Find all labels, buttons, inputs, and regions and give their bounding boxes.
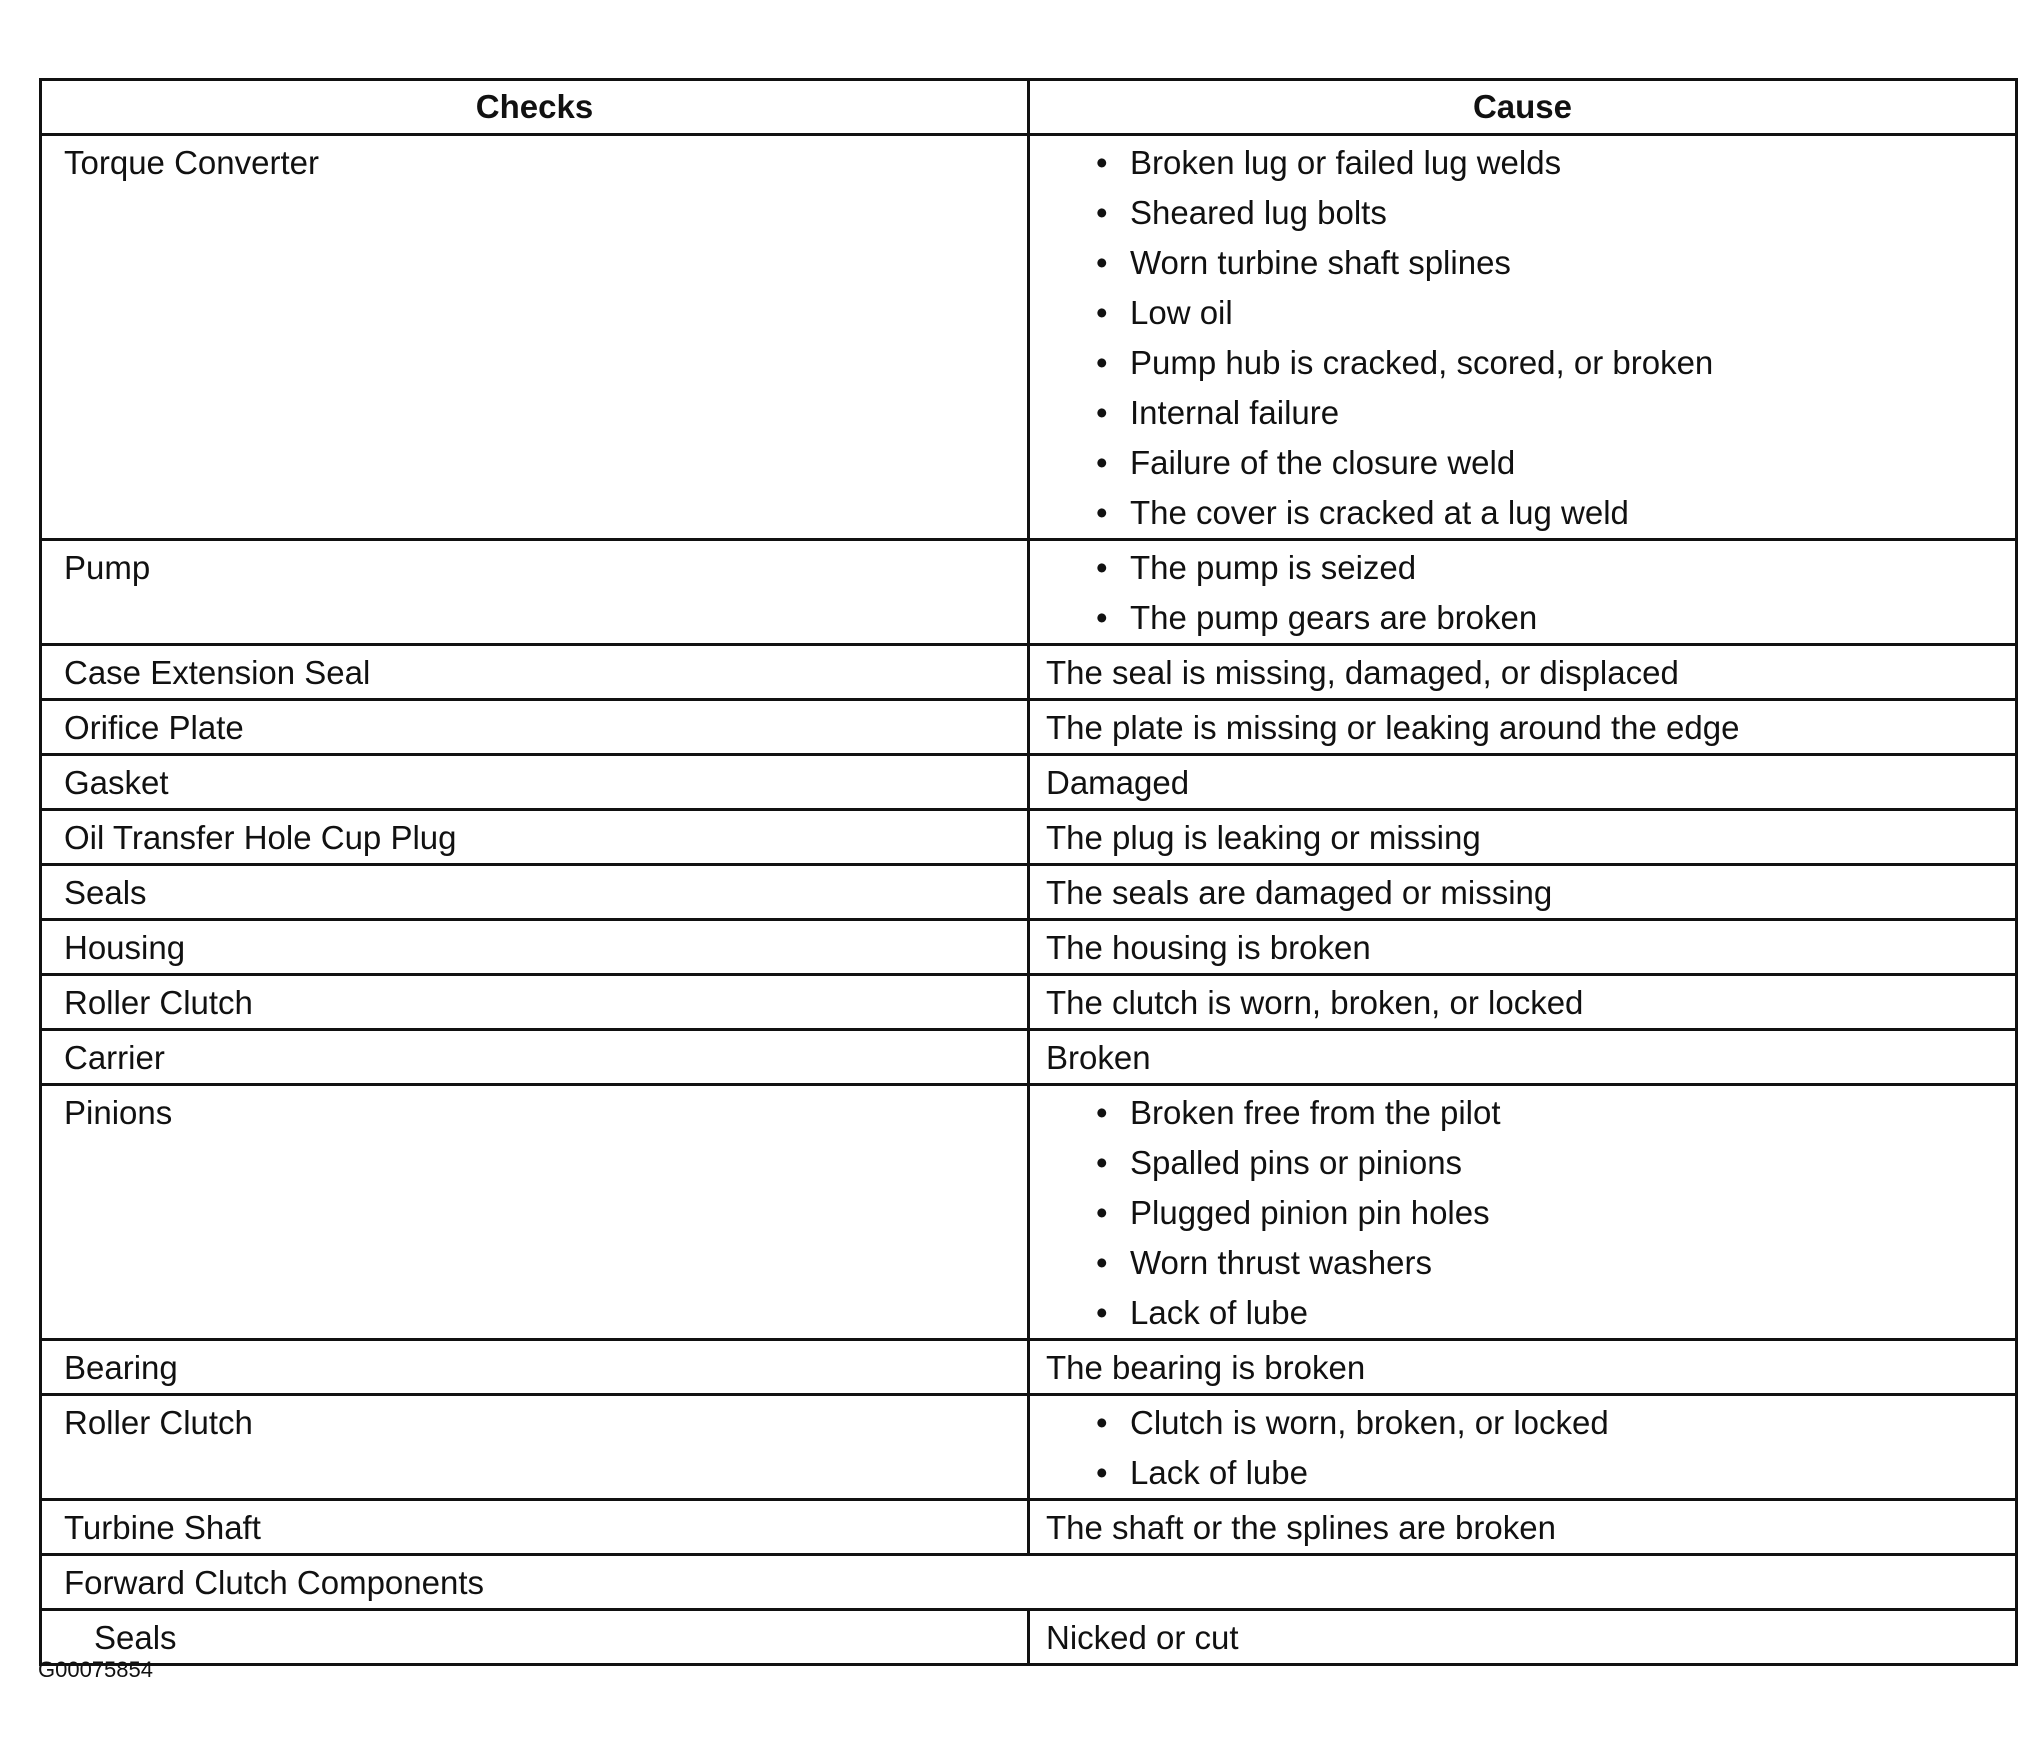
cause-list-item: • Sheared lug bolts: [1096, 188, 2015, 238]
cause-text: Nicked or cut: [1046, 1619, 1239, 1656]
cause-list-item: • Lack of lube: [1096, 1448, 2015, 1498]
cause-list-item: • The cover is cracked at a lug weld: [1096, 488, 2015, 538]
cause-text: The plate is missing or leaking around the edge: [1046, 709, 1740, 746]
check-cell: Bearing: [41, 1340, 1029, 1395]
cause-cell: [1029, 1610, 2017, 1665]
cause-text: The clutch is worn, broken, or locked: [1046, 984, 1584, 1021]
table-header-row: [41, 80, 2017, 135]
cause-list-item: • Spalled pins or pinions: [1096, 1138, 2015, 1188]
cause-cell: [1029, 865, 2017, 920]
cause-list-item: • Lack of lube: [1096, 1288, 2015, 1338]
cause-cell: [1029, 1395, 2017, 1500]
checks-header: Checks: [41, 80, 1029, 135]
check-cell: Pump: [41, 540, 1029, 645]
cause-list-item: • The pump is seized: [1096, 543, 2015, 593]
cause-text: The shaft or the splines are broken: [1046, 1509, 1556, 1546]
table-row: [41, 1610, 2017, 1665]
table-row: [41, 1030, 2017, 1085]
figure-id: G00075854: [38, 1657, 153, 1682]
table-row: [41, 920, 2017, 975]
cause-cell: [1029, 540, 2017, 645]
table-row: [41, 540, 2017, 645]
section-row: [41, 1555, 2017, 1610]
cause-list-item: • Low oil: [1096, 288, 2015, 338]
check-cell: Torque Converter: [41, 135, 1029, 540]
check-cell: Seals: [41, 865, 1029, 920]
cause-text: The plug is leaking or missing: [1046, 819, 1481, 856]
cause-list-item: • Clutch is worn, broken, or locked: [1096, 1398, 2015, 1448]
table-row: [41, 1340, 2017, 1395]
section-label: Forward Clutch Components: [41, 1555, 2017, 1610]
check-cell: Gasket: [41, 755, 1029, 810]
cause-cell: [1029, 1030, 2017, 1085]
cause-header: Cause: [1029, 80, 2017, 135]
cause-list: [1046, 1088, 2015, 1338]
cause-text: The housing is broken: [1046, 929, 1371, 966]
check-cell: Housing: [41, 920, 1029, 975]
cause-list-item: • The pump gears are broken: [1096, 593, 2015, 643]
table-row: [41, 810, 2017, 865]
table-row: [41, 1395, 2017, 1500]
cause-list-item: • Broken free from the pilot: [1096, 1088, 2015, 1138]
check-cell: Orifice Plate: [41, 700, 1029, 755]
cause-cell: [1029, 755, 2017, 810]
cause-list: [1046, 1398, 2015, 1498]
check-cell: Oil Transfer Hole Cup Plug: [41, 810, 1029, 865]
cause-cell: [1029, 700, 2017, 755]
check-cell: Turbine Shaft: [41, 1500, 1029, 1555]
cause-list-item: • Failure of the closure weld: [1096, 438, 2015, 488]
cause-cell: [1029, 645, 2017, 700]
cause-cell: [1029, 1500, 2017, 1555]
cause-cell: [1029, 135, 2017, 540]
table-row: [41, 755, 2017, 810]
cause-cell: [1029, 810, 2017, 865]
table-row: [41, 1085, 2017, 1340]
cause-list: [1046, 543, 2015, 643]
cause-cell: [1029, 975, 2017, 1030]
cause-list-item: • Internal failure: [1096, 388, 2015, 438]
check-cell: Seals: [41, 1610, 1029, 1665]
cause-text: The seals are damaged or missing: [1046, 874, 1553, 911]
table-row: [41, 1500, 2017, 1555]
cause-cell: [1029, 920, 2017, 975]
table-row: [41, 135, 2017, 540]
cause-cell: [1029, 1085, 2017, 1340]
table-row: [41, 645, 2017, 700]
cause-text: The bearing is broken: [1046, 1349, 1366, 1386]
cause-text: Broken: [1046, 1039, 1151, 1076]
check-cell: Roller Clutch: [41, 975, 1029, 1030]
table-row: [41, 700, 2017, 755]
cause-list-item: • Plugged pinion pin holes: [1096, 1188, 2015, 1238]
cause-cell: [1029, 1340, 2017, 1395]
check-cell: Case Extension Seal: [41, 645, 1029, 700]
check-cell: Roller Clutch: [41, 1395, 1029, 1500]
check-cell: Pinions: [41, 1085, 1029, 1340]
cause-text: Damaged: [1046, 764, 1190, 801]
cause-list-item: • Broken lug or failed lug welds: [1096, 138, 2015, 188]
table-row: [41, 975, 2017, 1030]
cause-list: [1046, 138, 2015, 538]
cause-list-item: • Pump hub is cracked, scored, or broken: [1096, 338, 2015, 388]
cause-text: The seal is missing, damaged, or displaced: [1046, 654, 1679, 691]
check-cell: Carrier: [41, 1030, 1029, 1085]
cause-list-item: • Worn turbine shaft splines: [1096, 238, 2015, 288]
table-body: [41, 135, 2017, 1665]
table-row: [41, 865, 2017, 920]
diagnosis-table: [39, 78, 2018, 1666]
cause-list-item: • Worn thrust washers: [1096, 1238, 2015, 1288]
